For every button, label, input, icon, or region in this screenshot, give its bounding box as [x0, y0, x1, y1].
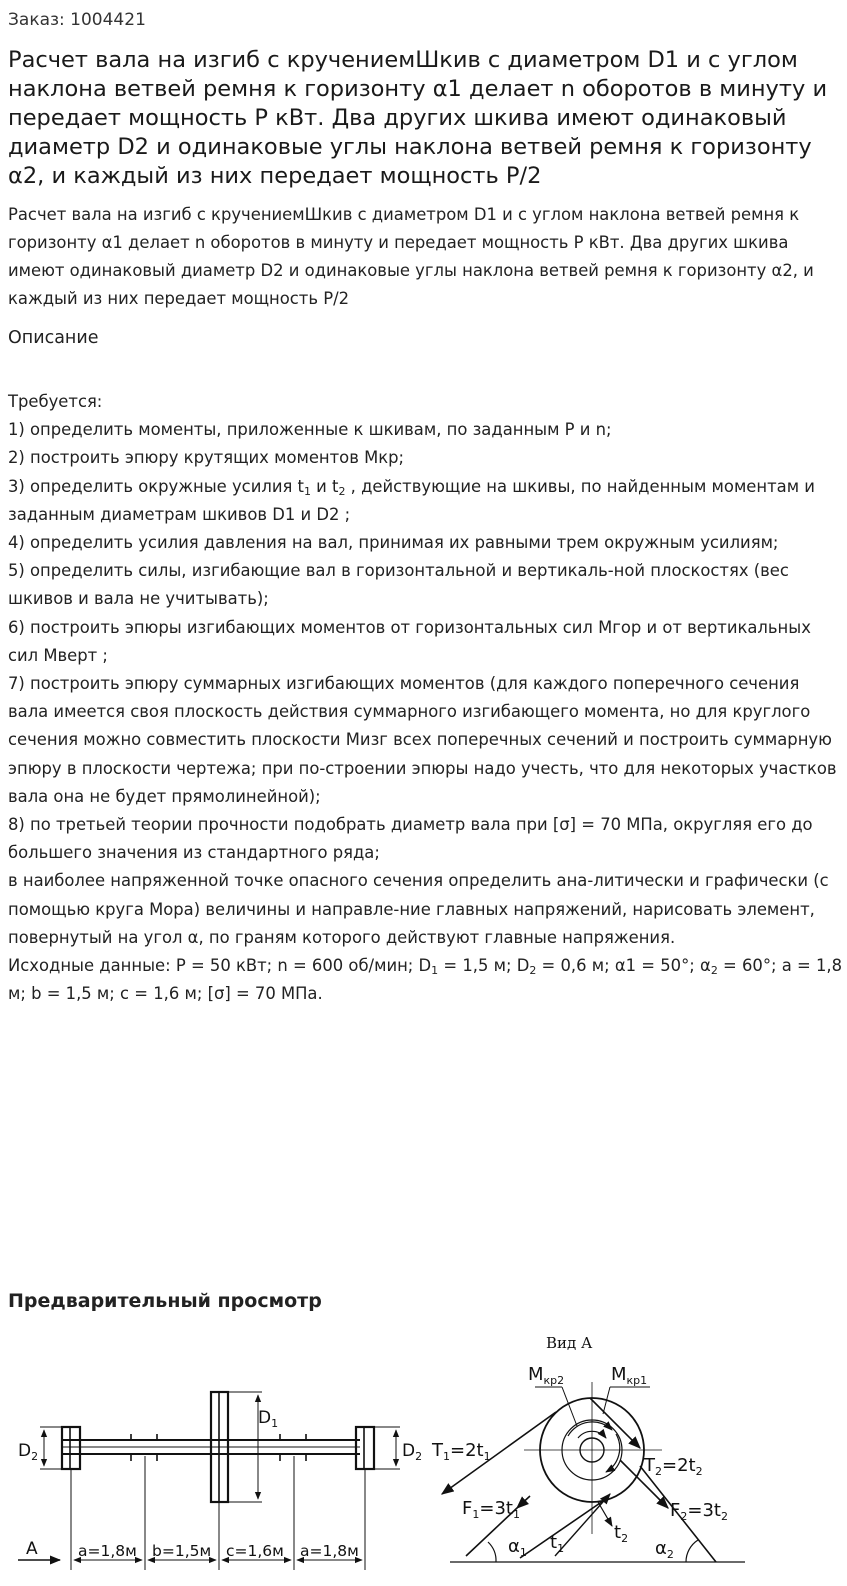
t2-force-label: $T_2=2t_2$: [644, 1455, 703, 1478]
task-item-9: в наиболее напряженной точке опасного сечения определить ана-литически и графически (с помощью круга Мора) величины и направле-ние главных напряжений, нарисовать элемент, повернутый на угол α, по граням которого действуют главные напряжения.: [8, 871, 829, 947]
alpha1-label: $\alpha_1$: [508, 1536, 527, 1559]
task-item-6b: сил Мверт ;: [8, 645, 108, 665]
f1-force-label: $F_1=3t_1$: [462, 1498, 520, 1521]
t1-force-label: $T_1=2t_1$: [432, 1440, 491, 1463]
required-label: Требуется:: [8, 392, 103, 411]
dim-b: b=1,5м: [152, 1542, 212, 1560]
left-pulley: [62, 1427, 80, 1469]
right-pulley: [356, 1427, 374, 1469]
task-item-6a: 6) построить эпюры изгибающих моментов от горизонтальных сил Мгор и от вертикальных: [8, 617, 811, 637]
task-item-3: 3) определить окружные усилия $t_1$ и $t_2$ , действующие на шкивы, по найденным моментам и заданным диаметрам шкивов D1 и D2 ;: [8, 476, 815, 524]
d2-left-label: $D_2$: [18, 1441, 39, 1463]
initial-data: Исходные данные: Р = 50 кВт; n = 600 об/мин; $D_1 = 1,5$ м; $D_2 = 0,6$ м; α1 = 50°; $\alpha_2 = 60^\circ$; a = 1,8 м; b = 1,5 м; c = 1,6 м; [σ] = 70 МПа.: [8, 956, 843, 1004]
dim-a1: a=1,8м: [78, 1542, 137, 1560]
small-t1-label: $t_1$: [550, 1532, 565, 1555]
mkr2-label: $M_{кр2}$: [528, 1364, 565, 1387]
alpha2-label: $\alpha_2$: [655, 1538, 674, 1561]
preview-heading: Предварительный просмотр: [8, 1290, 322, 1312]
task-item-7: 7) построить эпюру суммарных изгибающих моментов (для каждого поперечного сечения вала имеется своя плоскость действия суммарного изгибающего момента, но для круглого сечения можно совместить плоскости Мизг всех поперечных сечений и построить суммарную эпюру в плоскости чертежа; при по-строении эпюры надо учесть, что для некоторых участков вала она не будет прямолинейной);: [8, 674, 837, 806]
task-item-2: 2) построить эпюру крутящих моментов Мкр;: [8, 448, 405, 468]
order-number: Заказ: 1004421: [8, 10, 146, 30]
page-title: Расчет вала на изгиб с кручениемШкив с диаметром D1 и с углом наклона ветвей ремня к горизонту α1 делает n оборотов в минуту и передает мощность Р кВт. Два других шкива имеют одинаковый диаметр D2 и одинаковые углы наклона ветвей ремня к горизонту α2, и каждый из них передает мощность Р/2: [8, 47, 828, 189]
view-a-title: Вид А: [546, 1334, 593, 1352]
task-item-1: 1) определить моменты, приложенные к шкивам, по заданным Р и n;: [8, 420, 612, 440]
lead-paragraph: Расчет вала на изгиб с кручениемШкив с диаметром D1 и с углом наклона ветвей ремня к горизонту α1 делает n оборотов в минуту и передает мощность Р кВт. Два других шкива имеют одинаковый диаметр D2 и одинаковые углы наклона ветвей ремня к горизонту α2, и каждый из них передает мощность Р/2: [8, 205, 814, 308]
mkr1-label: $M_{кр1}$: [611, 1364, 648, 1387]
description-heading: Описание: [8, 328, 99, 348]
preview-figure: [0, 1326, 847, 1586]
task-item-4: 4) определить усилия давления на вал, принимая их равными трем окружным усилиям;: [8, 533, 779, 553]
task-item-5: 5) определить силы, изгибающие вал в горизонтальной и вертикаль-ной плоскостях (вес шкивов и вала не учитывать);: [8, 561, 789, 609]
d1-label: $D_1$: [258, 1408, 279, 1430]
description-body: [8, 388, 843, 1008]
f2-force-label: $F_2=3t_2$: [670, 1500, 728, 1523]
d2-right-label: $D_2$: [402, 1441, 423, 1463]
dim-c: c=1,6м: [226, 1542, 284, 1560]
task-item-8: 8) по третьей теории прочности подобрать диаметр вала при [σ] = 70 МПа, округляя его до большего значения из стандартного ряда;: [8, 815, 813, 863]
small-t2-label: $t_2$: [614, 1522, 629, 1545]
view-a-arrow-label: А: [26, 1539, 38, 1559]
dim-a2: a=1,8м: [300, 1542, 359, 1560]
